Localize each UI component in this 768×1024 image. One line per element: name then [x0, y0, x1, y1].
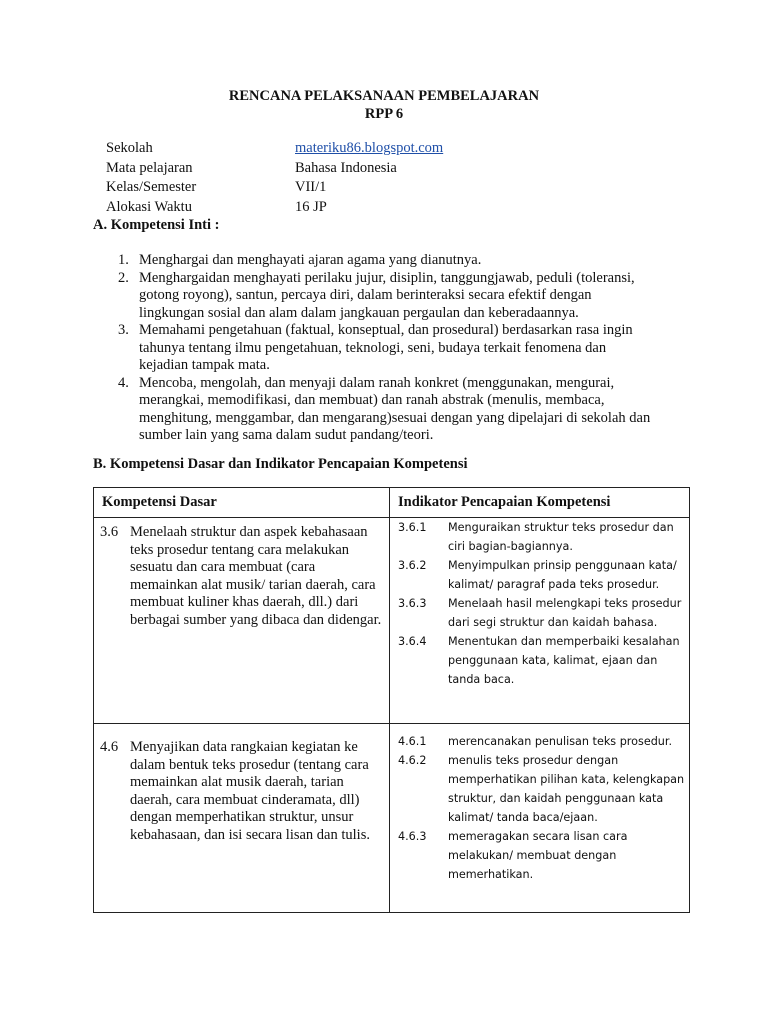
list-item-text: Memahami pengetahuan (faktual, konseptual, dan prosedural) berdasarkan rasa ingin tahunya tentang ilmu pengetahuan, teknologi, seni, budaya terkait fenomena dan kejadian tampak mata. — [139, 322, 633, 373]
indicator-item — [398, 732, 688, 751]
indicator-item — [398, 556, 688, 594]
column-header-basic-competency: Kompetensi Dasar — [102, 494, 217, 510]
competency-number: 4.6 — [100, 739, 119, 755]
section-b-heading: B. Kompetensi Dasar dan Indikator Pencapaian Kompetensi — [93, 456, 468, 472]
identity-value: Bahasa Indonesia — [295, 159, 397, 176]
indicator-number: 4.6.3 — [398, 830, 427, 843]
indicator-item — [398, 827, 688, 884]
indicator-item — [398, 518, 688, 556]
indicator-number: 3.6.4 — [398, 635, 427, 648]
identity-label: Alokasi Waktu — [106, 198, 192, 215]
indicator-number: 3.6.1 — [398, 521, 427, 534]
indicator-item — [398, 632, 688, 689]
list-item-number: 4. — [118, 374, 129, 391]
list-item-text: Mencoba, mengolah, dan menyaji dalam ranah konkret (menggunakan, mengurai, merangkai, memodifikasi, dan membuat) dan ranah abstrak (menulis, membaca, menghitung, menggambar, dan mengarang)sesuai dengan yang dipelajari di sekolah dan sumber lain yang sama dalam sudut pandang/teori. — [139, 374, 651, 443]
document-title: RENCANA PELAKSANAAN PEMBELAJARAN — [228, 88, 540, 104]
indicator-text: merencanakan penulisan teks prosedur. — [448, 735, 673, 748]
indicator-number: 3.6.3 — [398, 597, 427, 610]
indicator-number: 4.6.2 — [398, 754, 427, 767]
indicator-item — [398, 751, 688, 827]
list-item — [118, 322, 658, 375]
competency-number: 3.6 — [100, 524, 119, 540]
indicator-text: menulis teks prosedur dengan memperhatikan pilihan kata, kelengkapan struktur, dan kaidah penggunaan kata kalimat/ tanda baca/ejaan. — [448, 754, 685, 824]
indicator-text: Menelaah hasil melengkapi teks prosedur dari segi struktur dan kaidah bahasa. — [448, 597, 682, 629]
column-divider — [389, 488, 390, 912]
section-a-heading: A. Kompetensi Inti : — [93, 217, 220, 233]
list-item-text: Menghargaidan menghayati perilaku jujur, disiplin, tanggungjawab, peduli (toleransi, gotong royong), santun, percaya diri, dalam berinteraksi secara efektif dengan lingkungan sosial dan alam dalam jangkauan pergaulan dan keberadaannya. — [139, 269, 635, 321]
core-competency-list — [118, 252, 658, 445]
identity-value: VII/1 — [295, 179, 327, 195]
list-item-number: 3. — [118, 322, 129, 338]
list-item — [118, 375, 658, 445]
indicator-number: 4.6.1 — [398, 735, 427, 748]
list-item — [118, 270, 658, 323]
list-item — [118, 252, 658, 270]
document-subtitle: RPP 6 — [364, 106, 404, 122]
indicator-text: Menyimpulkan prinsip penggunaan kata/ kalimat/ paragraf pada teks prosedur. — [448, 559, 677, 591]
basic-competency-cell — [100, 524, 384, 629]
basic-competency-cell — [100, 739, 384, 844]
indicator-number: 3.6.2 — [398, 559, 427, 572]
identity-value: 16 JP — [295, 198, 327, 215]
row-divider — [94, 723, 689, 724]
competency-text: Menyajikan data rangkaian kegiatan ke dalam bentuk teks prosedur (tentang cara memainkan alat musik daerah, tarian daerah, cara membuat cinderamata, dll) dengan memperhatikan struktur, unsur kebahasaan, dan isi secara lisan dan tulis. — [130, 739, 370, 843]
identity-label: Sekolah — [106, 140, 153, 156]
list-item-number: 1. — [118, 252, 129, 268]
indicator-cell — [398, 518, 688, 689]
list-item-number: 2. — [118, 269, 129, 286]
indicator-text: Menguraikan struktur teks prosedur dan ciri bagian-bagiannya. — [448, 521, 674, 553]
indicator-text: Menentukan dan memperbaiki kesalahan penggunaan kata, kalimat, ejaan dan tanda baca. — [448, 635, 680, 686]
competency-text: Menelaah struktur dan aspek kebahasaan teks prosedur tentang cara melakukan sesuatu dan cara membuat (cara memainkan alat musik/ tarian daerah, cara membuat kuliner khas daerah, dll.) dari berbagai sumber yang dibaca dan didengar. — [130, 524, 382, 628]
identity-label: Kelas/Semester — [106, 179, 197, 195]
indicator-text: memeragakan secara lisan cara melakukan/ membuat dengan memerhatikan. — [448, 830, 628, 881]
competency-table — [93, 487, 690, 913]
list-item-text: Menghargai dan menghayati ajaran agama yang dianutnya. — [139, 252, 482, 268]
indicator-cell — [398, 732, 688, 884]
identity-label: Mata pelajaran — [106, 159, 193, 176]
school-link[interactable]: materiku86.blogspot.com — [295, 140, 444, 156]
column-header-indicators: Indikator Pencapaian Kompetensi — [398, 494, 611, 510]
indicator-item — [398, 594, 688, 632]
